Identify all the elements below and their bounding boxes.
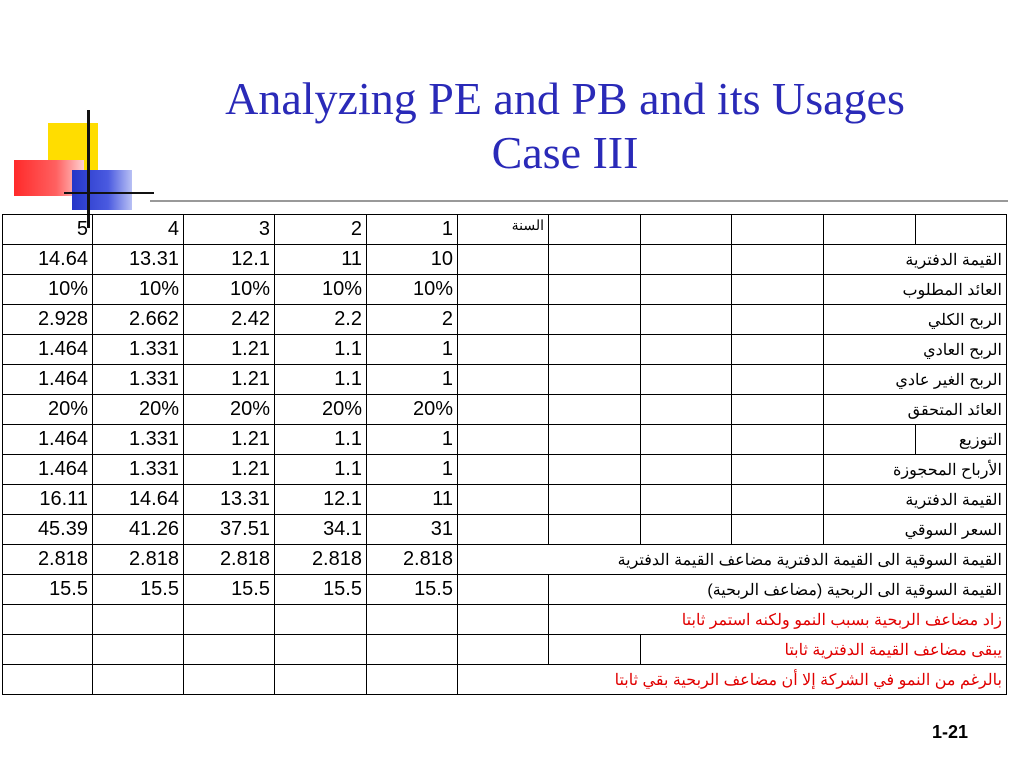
table-row: 20% 20% 20% 20% 20% العائد المتحقق bbox=[3, 395, 1007, 425]
year-cell: 2 bbox=[275, 215, 367, 245]
title-line-1: Analyzing PE and PB and its Usages bbox=[225, 73, 905, 124]
row-label: الربح الغير عادي bbox=[824, 365, 1007, 395]
logo-horizontal-line bbox=[64, 192, 154, 194]
row-label: الربح الكلي bbox=[824, 305, 1007, 335]
table-row: 1.464 1.331 1.21 1.1 1 التوزيع bbox=[3, 425, 1007, 455]
note-text: يبقى مضاعف القيمة الدفترية ثابتا bbox=[641, 635, 1007, 665]
year-cell: 5 bbox=[3, 215, 93, 245]
year-cell: 4 bbox=[93, 215, 184, 245]
table-row: 1.464 1.331 1.21 1.1 1 الربح الغير عادي bbox=[3, 365, 1007, 395]
row-label: الأرباح المحجوزة bbox=[824, 455, 1007, 485]
row-label: القيمة الدفترية bbox=[824, 485, 1007, 515]
row-label: القيمة السوقية الى الربحية (مضاعف الربحية) bbox=[549, 575, 1007, 605]
slide-title bbox=[150, 72, 980, 180]
logo-blue-bar bbox=[72, 170, 132, 210]
title-underline bbox=[150, 200, 1008, 202]
note-row bbox=[3, 605, 1007, 635]
table-row: 2.928 2.662 2.42 2.2 2 الربح الكلي bbox=[3, 305, 1007, 335]
year-cell: 3 bbox=[184, 215, 275, 245]
row-label: العائد المتحقق bbox=[824, 395, 1007, 425]
note-row bbox=[3, 665, 1007, 695]
row-label: القيمة السوقية الى القيمة الدفترية مضاعف القيمة الدفترية bbox=[458, 545, 1007, 575]
note-text: زاد مضاعف الربحية بسبب النمو ولكنه استمر ثابتا bbox=[549, 605, 1007, 635]
table-row: 1.464 1.331 1.21 1.1 1 الربح العادي bbox=[3, 335, 1007, 365]
note-row bbox=[3, 635, 1007, 665]
row-label: الربح العادي bbox=[824, 335, 1007, 365]
table-row: 10% 10% 10% 10% 10% العائد المطلوب bbox=[3, 275, 1007, 305]
row-label: القيمة الدفترية bbox=[824, 245, 1007, 275]
row-label: العائد المطلوب bbox=[824, 275, 1007, 305]
table-row: 14.64 13.31 12.1 11 10 القيمة الدفترية bbox=[3, 245, 1007, 275]
table-row: 16.11 14.64 13.31 12.1 11 القيمة الدفترية bbox=[3, 485, 1007, 515]
table-row: 1.464 1.331 1.21 1.1 1 الأرباح المحجوزة bbox=[3, 455, 1007, 485]
slide-number: 1-21 bbox=[931, 722, 968, 742]
year-label: السنة bbox=[458, 215, 549, 245]
valuation-table bbox=[2, 214, 1007, 695]
table-row: 2.818 2.818 2.818 2.818 2.818 القيمة السوقية الى القيمة الدفترية مضاعف القيمة الدفترية bbox=[3, 545, 1007, 575]
table-row: 45.39 41.26 37.51 34.1 31 السعر السوقي bbox=[3, 515, 1007, 545]
logo-vertical-line bbox=[87, 110, 90, 228]
table-header-row bbox=[3, 215, 1007, 245]
note-text: بالرغم من النمو في الشركة إلا أن مضاعف الربحية بقي ثابتا bbox=[458, 665, 1007, 695]
row-label: التوزيع bbox=[916, 425, 1007, 455]
title-line-2: Case III bbox=[491, 127, 639, 178]
row-label: السعر السوقي bbox=[824, 515, 1007, 545]
year-cell: 1 bbox=[367, 215, 458, 245]
table-row: 15.5 15.5 15.5 15.5 15.5 القيمة السوقية الى الربحية (مضاعف الربحية) bbox=[3, 575, 1007, 605]
